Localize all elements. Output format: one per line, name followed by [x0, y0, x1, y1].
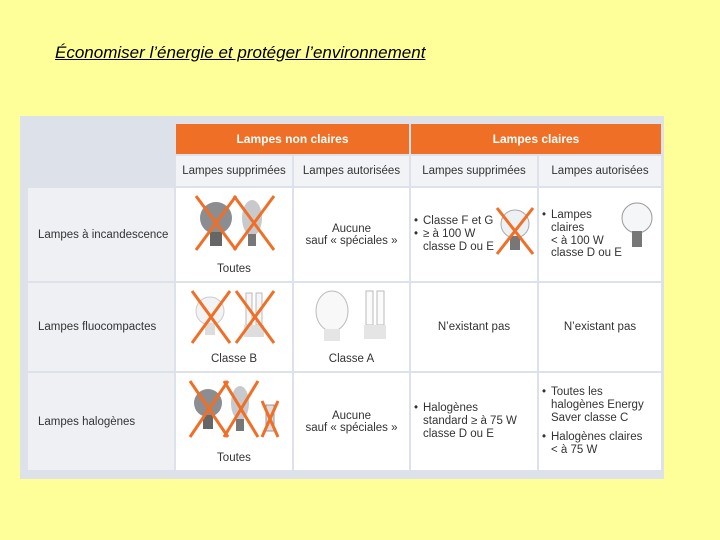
list-item: • Lampes	[551, 209, 622, 222]
list-item: • Halogènes	[423, 402, 517, 415]
crossed-clear-bulb-icon	[495, 206, 535, 258]
crossed-halogen-bulbs-icon	[184, 379, 284, 445]
incandescent-nonclear-allowed	[294, 188, 409, 281]
cell-line: sauf « spéciales »	[305, 234, 398, 247]
incandescent-clear-removed	[411, 188, 537, 281]
list-item: classe D ou E	[423, 240, 494, 253]
list-item: • Classe F et G	[423, 215, 494, 228]
subheader-non-clear-removed: Lampes supprimées	[176, 156, 292, 186]
lamp-table	[20, 116, 664, 479]
cell-line: sauf « spéciales »	[305, 421, 398, 434]
page-title: Économiser l’énergie et protéger l’environnement	[55, 43, 426, 62]
cell-line: Aucune	[331, 409, 371, 422]
bullet-list	[411, 215, 498, 254]
subheader-clear-removed: Lampes supprimées	[411, 156, 537, 186]
bullet-list	[411, 402, 521, 441]
row-label-halogen: Lampes halogènes	[28, 373, 174, 470]
row-label-incandescent: Lampes à incandescence	[28, 188, 174, 281]
list-item: classe D ou E	[423, 427, 494, 440]
fluocompact-nonclear-allowed	[294, 283, 409, 371]
incandescent-clear-allowed	[539, 188, 661, 281]
caption: Classe A	[328, 353, 375, 365]
caption: Toutes	[217, 263, 251, 275]
list-item: standard ≥ à 75 W	[423, 415, 517, 428]
subheader-clear-allowed: Lampes autorisées	[539, 156, 661, 186]
bullet-list	[539, 386, 648, 456]
list-item: • ≥ à 100 W	[423, 228, 494, 241]
bullet-list	[539, 209, 626, 261]
caption: Classe B	[210, 353, 258, 365]
list-item: halogènes Energy	[551, 399, 644, 412]
header-non-clear: Lampes non claires	[176, 124, 409, 154]
fluocompact-clear-allowed: N’existant pas	[539, 283, 661, 371]
crossed-cfl-icon	[188, 289, 282, 347]
list-item: claires	[551, 221, 585, 234]
header-clear: Lampes claires	[411, 124, 661, 154]
fluocompact-clear-removed: N’existant pas	[411, 283, 537, 371]
list-item: • Halogènes claires	[551, 431, 644, 444]
list-item: < à 100 W	[551, 234, 604, 247]
incandescent-nonclear-removed	[176, 188, 292, 281]
crossed-bulbs-icon	[184, 194, 284, 256]
list-item: Saver classe C	[551, 412, 629, 425]
halogen-clear-removed	[411, 373, 537, 470]
subheader-non-clear-allowed: Lampes autorisées	[294, 156, 409, 186]
list-item: • Toutes les	[551, 386, 644, 399]
halogen-clear-allowed	[539, 373, 661, 470]
caption: Toutes	[217, 452, 251, 464]
list-item: classe D ou E	[551, 247, 622, 260]
fluocompact-nonclear-removed	[176, 283, 292, 371]
halogen-nonclear-removed	[176, 373, 292, 470]
row-label-fluocompact: Lampes fluocompactes	[28, 283, 174, 371]
cell-line: Aucune	[331, 222, 371, 235]
cfl-bulbs-icon	[308, 287, 398, 347]
halogen-nonclear-allowed	[294, 373, 409, 470]
list-item: < à 75 W	[551, 443, 598, 456]
clear-bulb-icon	[619, 198, 655, 254]
